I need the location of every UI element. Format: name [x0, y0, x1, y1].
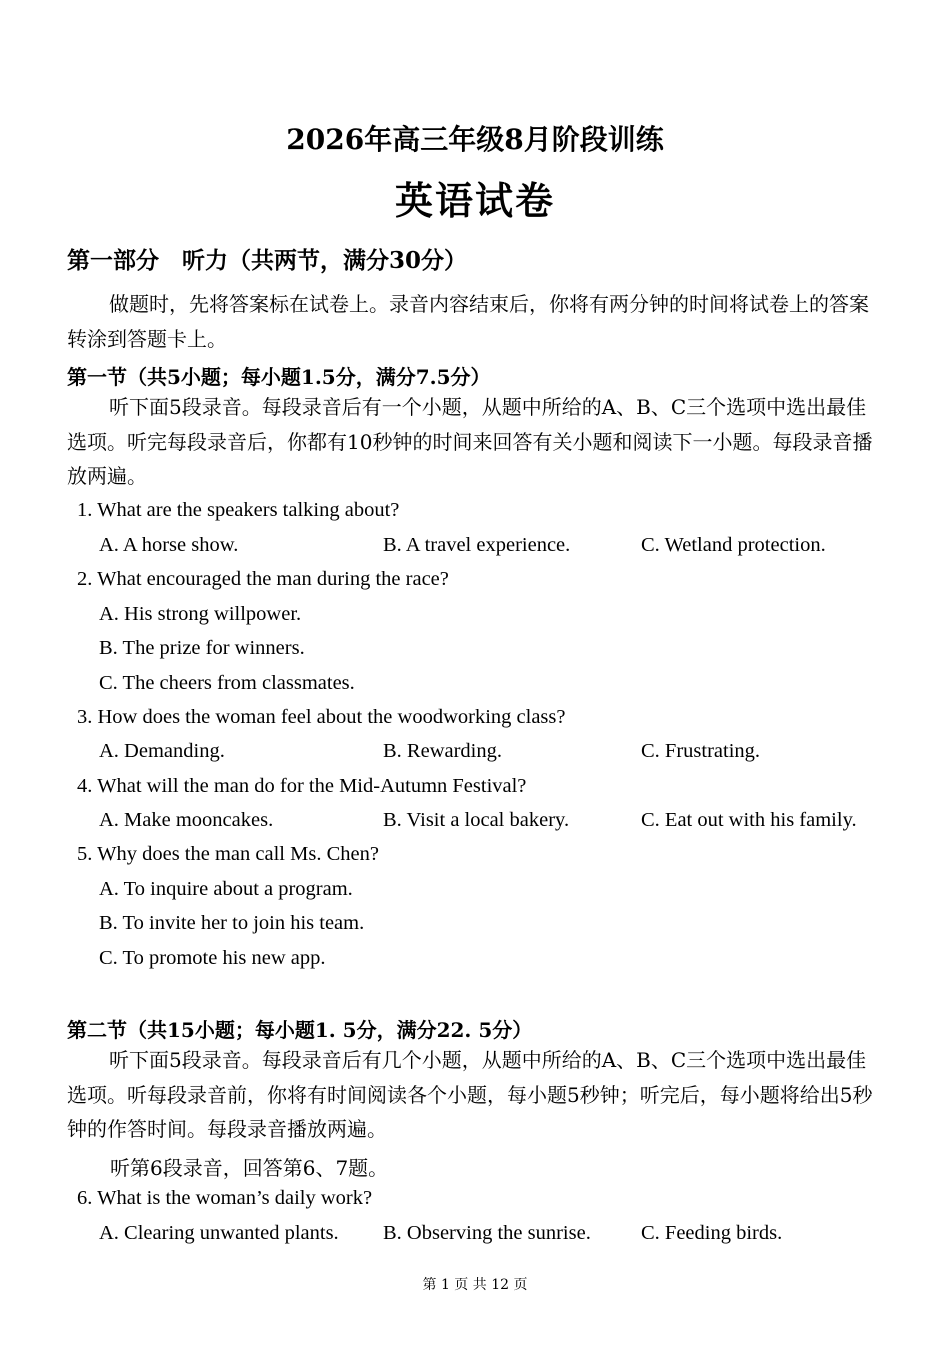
- part1-intro-text: 做题时，先将答案标在试卷上。录音内容结束后，你将有两分钟的时间将试卷上的答案转涂到答题卡上。: [67, 292, 869, 351]
- part1-heading: 第一部分 听力（共两节，满分30分）: [67, 247, 468, 274]
- question-1-option-a: A. A horse show.: [99, 534, 239, 556]
- question-1-stem: 1. What are the speakers talking about?: [77, 499, 400, 521]
- question-3-option-b: B. Rewarding.: [383, 740, 502, 762]
- section2-heading: 第二节（共15小题；每小题1. 5分，满分22. 5分）: [67, 1018, 533, 1042]
- question-6-option-b: B. Observing the sunrise.: [383, 1222, 591, 1244]
- question-6-option-a: A. Clearing unwanted plants.: [99, 1222, 339, 1244]
- section2-instructions: [67, 1043, 885, 1147]
- question-1-option-b: B. A travel experience.: [383, 534, 571, 556]
- question-6-stem: 6. What is the woman’s daily work?: [77, 1187, 373, 1209]
- page-footer: 第 1 页 共 12 页: [422, 1277, 528, 1293]
- question-3-option-c: C. Frustrating.: [641, 740, 761, 762]
- question-3-stem: 3. How does the woman feel about the woodworking class?: [77, 706, 566, 728]
- section1-heading: 第一节（共5小题；每小题1.5分，满分7.5分）: [67, 365, 491, 389]
- question-5-stem: 5. Why does the man call Ms. Chen?: [77, 843, 379, 865]
- question-1-option-c: C. Wetland protection.: [641, 534, 826, 556]
- exam-title-line2: 英语试卷: [394, 178, 555, 223]
- question-2-option-c: C. The cheers from classmates.: [99, 672, 355, 694]
- question-4-stem: 4. What will the man do for the Mid-Autumn Festival?: [77, 775, 527, 797]
- section1-instructions-text: 听下面5段录音。每段录音后有一个小题，从题中所给的A、B、C三个选项中选出最佳选项。听完每段录音后，你都有10秒钟的时间来回答有关小题和阅读下一小题。每段录音播放两遍。: [67, 395, 873, 488]
- question-6-option-c: C. Feeding birds.: [641, 1222, 783, 1244]
- question-2-option-b: B. The prize for winners.: [99, 637, 305, 659]
- section2-instructions-text: 听下面5段录音。每段录音后有几个小题，从题中所给的A、B、C三个选项中选出最佳选项。听每段录音前，你将有时间阅读各个小题，每小题5秒钟；听完后，每小题将给出5秒钟的作答时间。每段录音播放两遍。: [67, 1048, 873, 1141]
- question-2-option-a: A. His strong willpower.: [99, 603, 302, 625]
- question-5-option-c: C. To promote his new app.: [99, 947, 326, 969]
- section2-sub-instruction: 听第6段录音，回答第6、7题。: [110, 1156, 389, 1180]
- question-4-option-a: A. Make mooncakes.: [99, 809, 274, 831]
- question-4-option-c: C. Eat out with his family.: [641, 809, 857, 831]
- question-4-option-b: B. Visit a local bakery.: [383, 809, 570, 831]
- question-3-option-a: A. Demanding.: [99, 740, 225, 762]
- exam-title-line1: 2026年高三年级8月阶段训练: [286, 123, 664, 156]
- section1-instructions: [67, 390, 885, 494]
- question-5-option-b: B. To invite her to join his team.: [99, 912, 365, 934]
- part1-intro: [67, 287, 885, 356]
- question-2-stem: 2. What encouraged the man during the race?: [77, 568, 449, 590]
- question-5-option-a: A. To inquire about a program.: [99, 878, 353, 900]
